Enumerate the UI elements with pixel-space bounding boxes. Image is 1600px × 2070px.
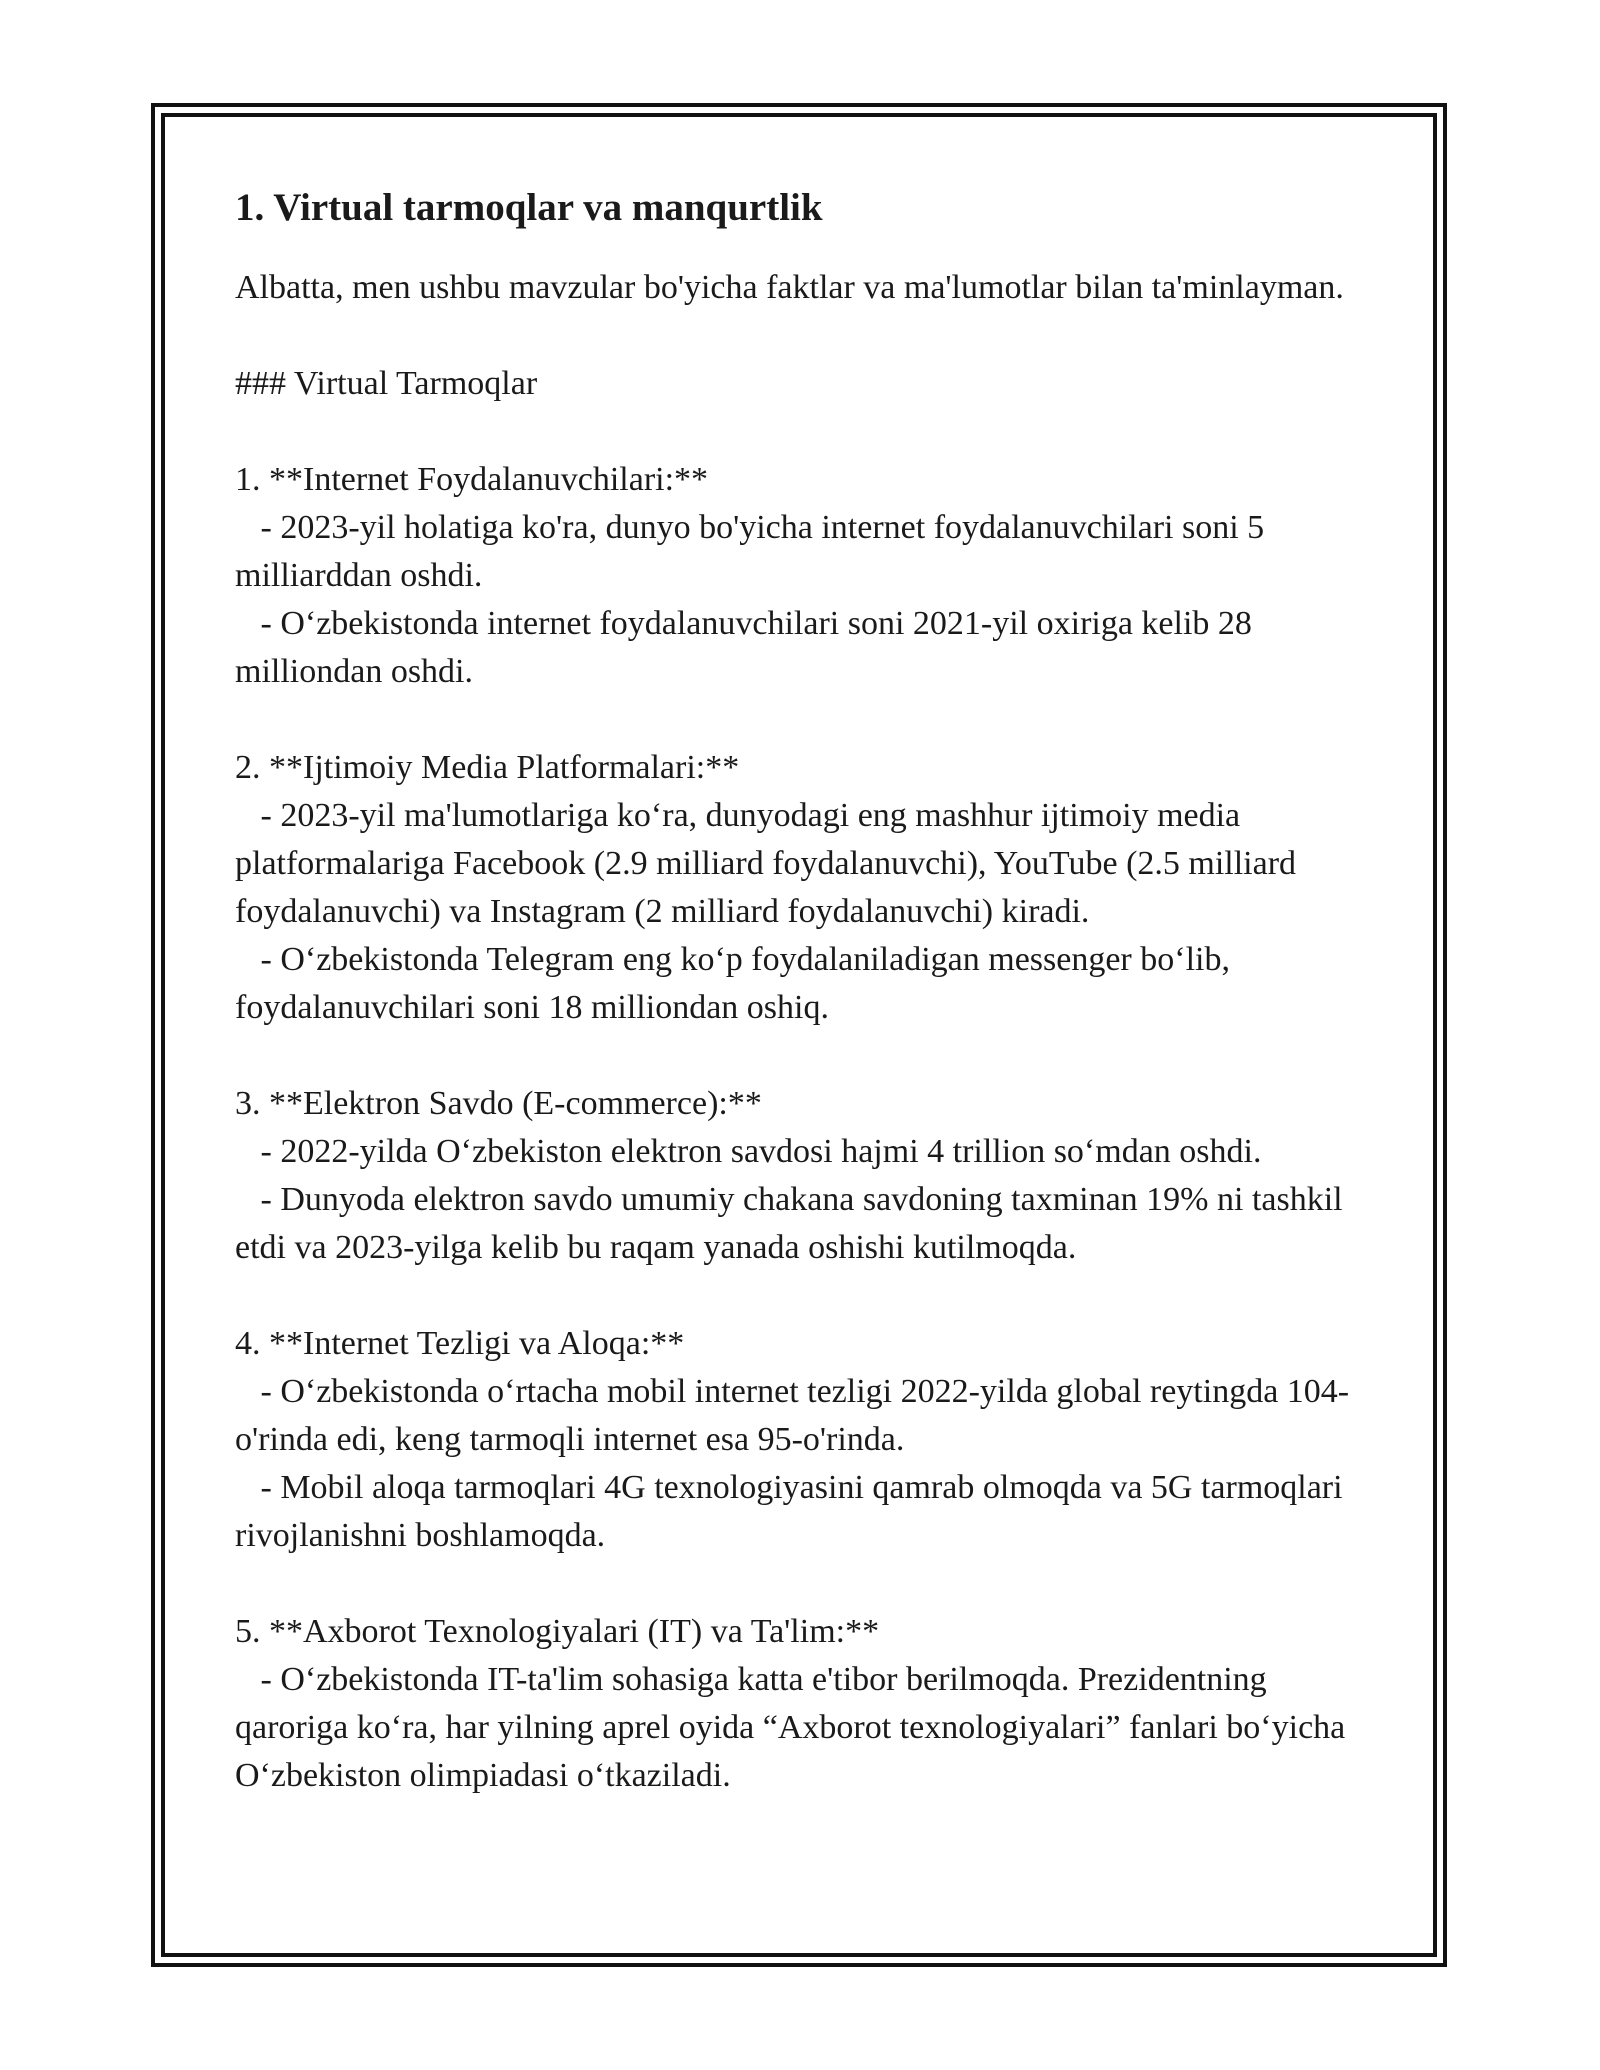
section-title: 1. **Internet Foydalanuvchilari:**: [235, 460, 709, 498]
section-title: 2. **Ijtimoiy Media Platformalari:**: [235, 748, 740, 786]
fact-item: - O‘zbekistonda internet foydalanuvchilari soni 2021-yil oxiriga kelib 28 milliondan oshdi.: [235, 604, 1261, 690]
fact-item: - O‘zbekistonda IT-ta'lim sohasiga katta e'tibor berilmoqda. Prezidentning qaroriga ko‘ra, har yilning aprel oyida “Axborot texnologiyalari” fanlari bo‘yicha O‘zbekiston olimpiadasi o‘tkaziladi.: [235, 1660, 1354, 1794]
spacer: [235, 408, 1375, 456]
fact-item: - O‘zbekistonda Telegram eng ko‘p foydalaniladigan messenger bo‘lib, foydalanuvchilari soni 18 milliondan oshiq.: [235, 940, 1239, 1026]
spacer: [235, 1032, 1375, 1080]
fact-item: - 2022-yilda O‘zbekiston elektron savdosi hajmi 4 trillion so‘mdan oshdi.: [235, 1132, 1262, 1170]
fact-section-internet-speed: [235, 1320, 1375, 1560]
section-heading: ### Virtual Tarmoqlar: [235, 364, 538, 402]
document-title: 1. Virtual tarmoqlar va manqurtlik: [235, 186, 823, 229]
intro-paragraph: Albatta, men ushbu mavzular bo'yicha faktlar va ma'lumotlar bilan ta'minlayman.: [235, 268, 1344, 306]
fact-item: - 2023-yil holatiga ko'ra, dunyo bo'yicha internet foydalanuvchilari soni 5 milliarddan oshdi.: [235, 508, 1273, 594]
fact-section-ecommerce: [235, 1080, 1375, 1272]
section-title: 3. **Elektron Savdo (E-commerce):**: [235, 1084, 762, 1122]
fact-item: - Dunyoda elektron savdo umumiy chakana savdoning taxminan 19% ni tashkil etdi va 2023-yilga kelib bu raqam yanada oshishi kutilmoqda.: [235, 1180, 1352, 1266]
section-title: 4. **Internet Tezligi va Aloqa:**: [235, 1324, 685, 1362]
section-title: 5. **Axborot Texnologiyalari (IT) va Ta'lim:**: [235, 1612, 880, 1650]
fact-section-social-media: [235, 744, 1375, 1032]
fact-section-it-education: [235, 1608, 1375, 1800]
document-body: [235, 185, 1375, 1800]
fact-section-internet-users: [235, 456, 1375, 696]
fact-item: - 2023-yil ma'lumotlariga ko‘ra, dunyodagi eng mashhur ijtimoiy media platformalariga Facebook (2.9 milliard foydalanuvchi), YouTube (2.5 milliard foydalanuvchi) va Instagram (2 milliard foydalanuvchi) kiradi.: [235, 796, 1305, 930]
spacer: [235, 696, 1375, 744]
fact-item: - O‘zbekistonda o‘rtacha mobil internet tezligi 2022-yilda global reytingda 104-o'rinda edi, keng tarmoqli internet esa 95-o'rinda.: [235, 1372, 1350, 1458]
fact-item: - Mobil aloqa tarmoqlari 4G texnologiyasini qamrab olmoqda va 5G tarmoqlari rivojlanishni boshlamoqda.: [235, 1468, 1352, 1554]
spacer: [235, 312, 1375, 360]
spacer: [235, 1272, 1375, 1320]
spacer: [235, 1560, 1375, 1608]
